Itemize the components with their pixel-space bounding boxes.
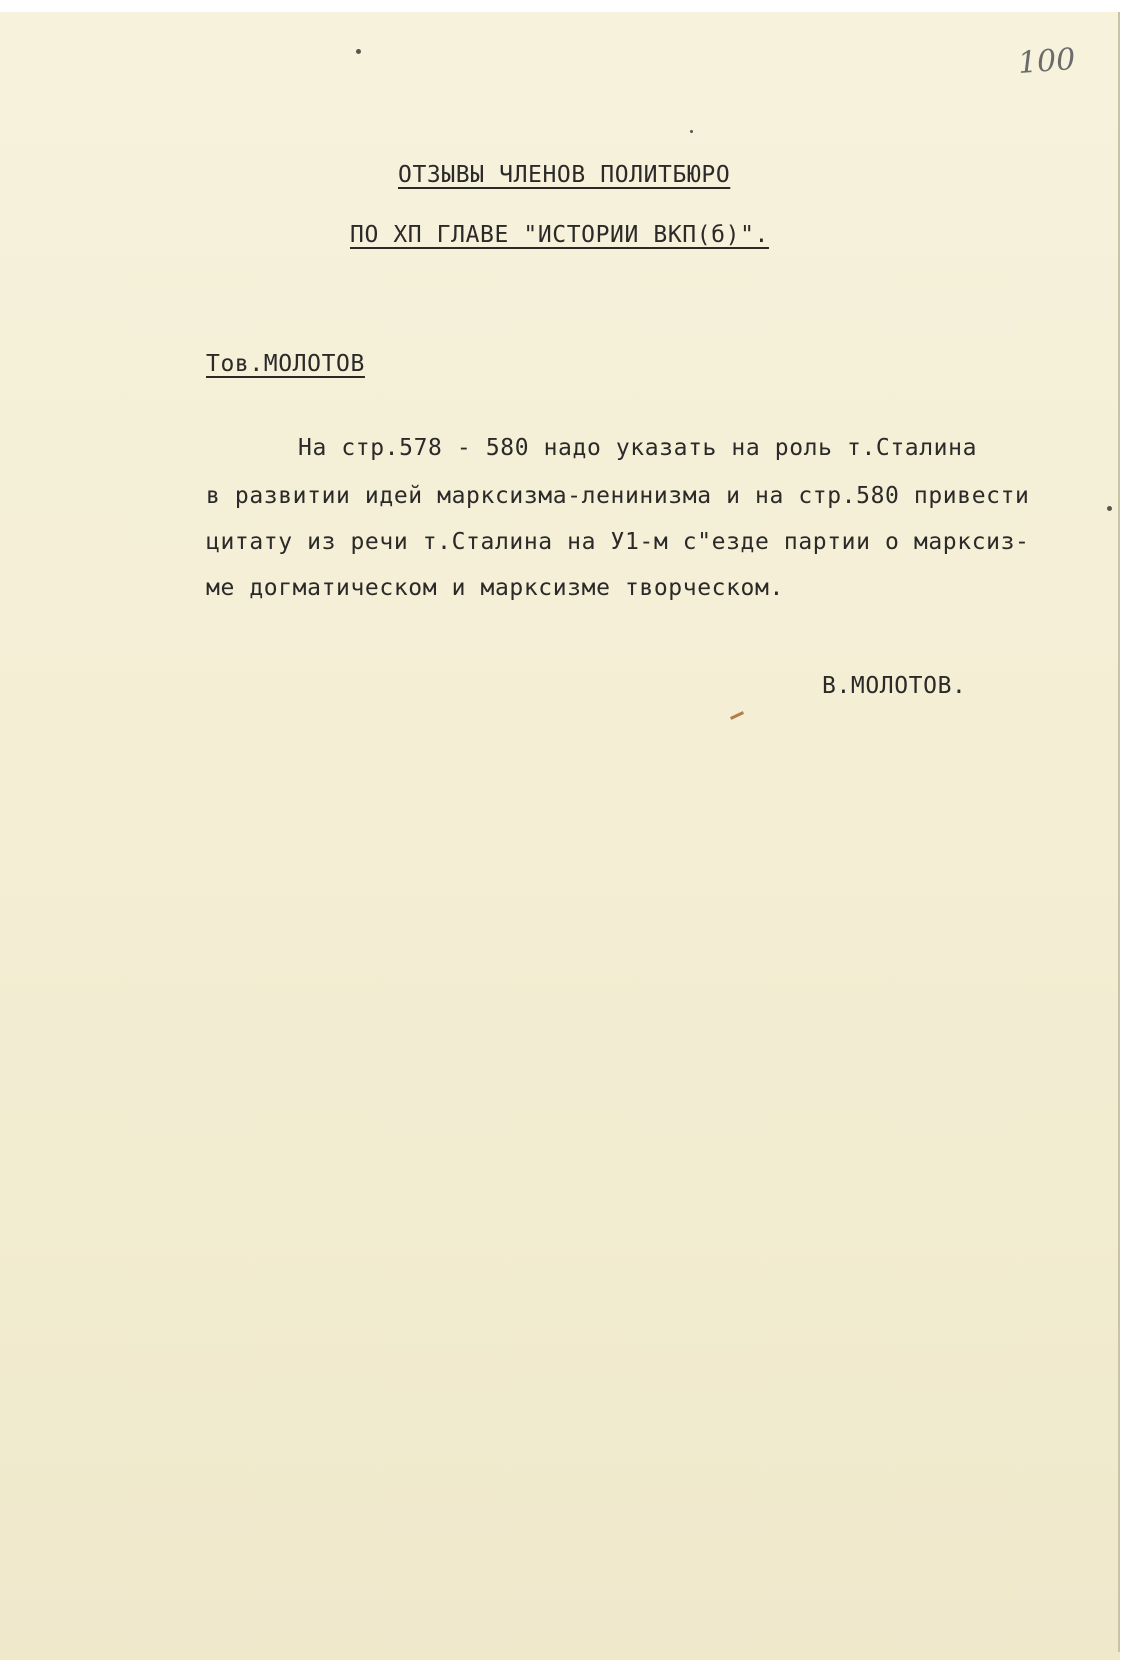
ink-speck <box>356 49 361 54</box>
addressee: Тов.МОЛОТОВ <box>206 351 365 377</box>
body-line: цитату из речи т.Сталина на У1-м с"езде партии о марксиз- <box>206 529 1030 555</box>
body-line: На стр.578 - 580 надо указать на роль т.Сталина <box>298 435 978 461</box>
body-line: в развитии идей марксизма-ленинизма и на стр.580 привести <box>206 483 1030 509</box>
ink-speck <box>690 130 693 133</box>
paper-edge <box>1118 12 1120 1652</box>
signature: В.МОЛОТОВ. <box>822 673 967 699</box>
body-line: ме догматическом и марксизме творческом. <box>206 575 784 601</box>
document-title-line-2: ПО ХП ГЛАВЕ "ИСТОРИИ ВКП(б)". <box>350 222 769 248</box>
folio-number: 100 <box>1016 42 1077 81</box>
pencil-mark <box>730 711 744 720</box>
document-title-line-1: ОТЗЫВЫ ЧЛЕНОВ ПОЛИТБЮРО <box>398 162 731 188</box>
ink-speck <box>1107 506 1112 511</box>
scan-border-top <box>0 0 1146 12</box>
scan-border-bottom <box>0 1660 1146 1668</box>
scan-border-right <box>1120 0 1146 1668</box>
